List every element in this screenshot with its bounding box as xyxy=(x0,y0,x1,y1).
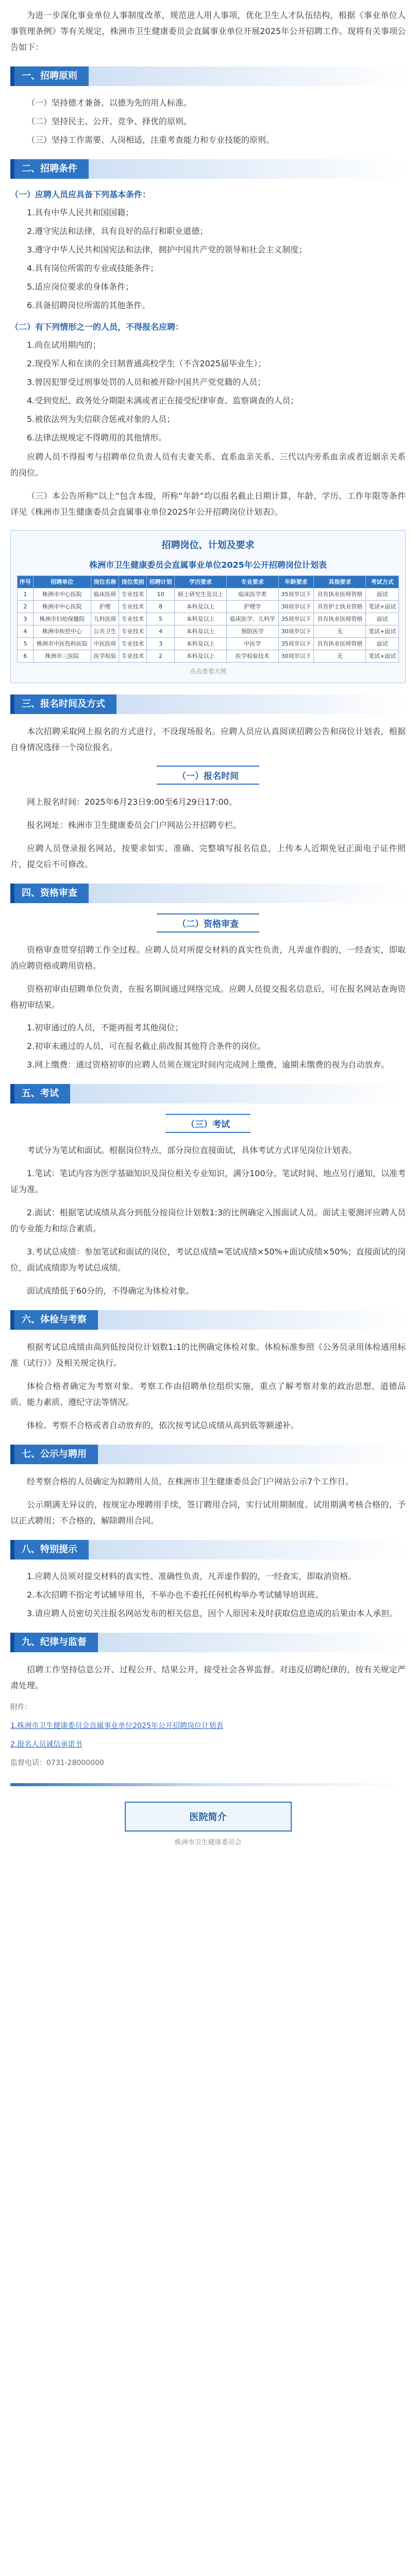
review-item: 2.初审未通过的人员，可在报名截止前改报其他符合条件的岗位。 xyxy=(27,1041,266,1051)
plan-table-cell: 临床医师 xyxy=(91,588,119,601)
plan-table-cell: 面试 xyxy=(366,613,399,625)
plan-table-body xyxy=(18,588,399,663)
plan-header-cell: 序号 xyxy=(18,576,34,588)
review-paragraph: 资格初审由招聘单位负责，在报名期间通过网络完成。应聘人员提交报名信息后，可在报名网站查询资格初审结果。 xyxy=(10,984,406,1010)
plan-table-cell: 4 xyxy=(18,625,34,638)
plan-table-cell: 儿科医师 xyxy=(91,613,119,625)
plan-table-cell: 具有执业医师资格 xyxy=(314,588,366,601)
exam-paragraph: 面试成绩低于60分的，不得确定为体检对象。 xyxy=(27,1286,194,1296)
attachment-link-1[interactable]: 1.株洲市卫生健康委员会直属事业单位2025年公开招聘岗位计划表 xyxy=(10,1722,223,1730)
exam-paragraph: 2.面试：根据笔试成绩从高分到低分按岗位计划数1:3的比例确定入围面试人员。面试主要测评应聘人员的专业能力和综合素质。 xyxy=(10,1208,406,1233)
plan-table-caption[interactable]: 点击查看大图 xyxy=(189,668,227,675)
review-paragraph: 资格审查贯穿招聘工作全过程。应聘人员对所提交材料的真实性负责，凡弄虚作假的，一经查实，即取消应聘资格或聘用资格。 xyxy=(10,945,406,971)
exclusion-item: 4.受到党纪、政务处分期限未满或者正在接受纪律审查、监察调查的人员； xyxy=(27,396,299,405)
principle-item-2: （二）坚持民主、公开、竞争、择优的原则。 xyxy=(27,116,192,126)
plan-table-cell: 30周岁以下 xyxy=(278,601,314,613)
review-subhead: （二）资格审查 xyxy=(10,913,406,933)
plan-table-cell: 株洲市疾控中心 xyxy=(33,625,91,638)
checkup-paragraph: 根据考试总成绩由高到低按岗位计划数1:1的比例确定体检对象。体检标准参照《公务员录用体检通用标准（试行）》及相关规定执行。 xyxy=(10,1342,406,1368)
registration-url: 报名网址：株洲市卫生健康委员会门户网站公开招聘专栏。 xyxy=(27,820,242,830)
plan-table-cell: 本科及以上 xyxy=(175,638,227,650)
plan-table-cell: 35周岁以下 xyxy=(278,613,314,625)
plan-table-cell: 专业技术 xyxy=(119,625,147,638)
plan-table-cell: 本科及以上 xyxy=(175,650,227,663)
conditions-subtitle-1: （一）应聘人员应具备下列基本条件： xyxy=(10,190,151,199)
condition-item: 1.具有中华人民共和国国籍； xyxy=(27,208,134,217)
plan-table-cell: 护理学 xyxy=(226,601,278,613)
plan-header-cell: 考试方式 xyxy=(366,576,399,588)
attachments-label: 附件： xyxy=(10,1703,32,1711)
hospital-intro-card[interactable]: 医院简介 xyxy=(125,1802,292,1832)
plan-table-cell: 专业技术 xyxy=(119,650,147,663)
hire-paragraph: 公示期满无异议的，按规定办理聘用手续，签订聘用合同，实行试用期制度。试用期满考核合格的，予以正式聘用；不合格的，解除聘用合同。 xyxy=(10,1500,406,1526)
plan-table-title: 株洲市卫生健康委员会直属事业单位2025年公开招聘岗位计划表 xyxy=(89,560,327,570)
registration-steps: 应聘人员登录报名网站，按要求如实、准确、完整填写报名信息，上传本人近期免冠正面电子证件照片，提交后不可修改。 xyxy=(10,843,406,869)
plan-header-cell: 岗位类别 xyxy=(119,576,147,588)
plan-table-cell: 面试 xyxy=(366,588,399,601)
plan-table-cell: 3 xyxy=(18,613,34,625)
attachment-link-2[interactable]: 2.报名人员诚信承诺书 xyxy=(10,1740,82,1749)
plan-table-cell: 具有执业医师资格 xyxy=(314,638,366,650)
condition-item: 5.适应岗位要求的身体条件； xyxy=(27,282,134,292)
plan-table-cell: 中医医师 xyxy=(91,638,119,650)
exam-subhead: （三）考试 xyxy=(10,1114,406,1133)
plan-table-cell: 株洲市中医伤科医院 xyxy=(33,638,91,650)
plan-table-cell: 专业技术 xyxy=(119,613,147,625)
exclusion-item: 3.曾因犯罪受过刑事处罚的人员和被开除中国共产党党籍的人员； xyxy=(27,377,266,387)
plan-table-cell: 护理 xyxy=(91,601,119,613)
condition-item: 6.具备招聘岗位所需的其他条件。 xyxy=(27,300,151,310)
notice-item: 2.本次招聘不指定考试辅导用书，不举办也不委托任何机构举办考试辅导培训班。 xyxy=(27,1590,324,1600)
section-title-9: 九、纪律与监督 xyxy=(14,1633,98,1652)
plan-table-cell: 株洲市中心医院 xyxy=(33,588,91,601)
exam-paragraph: 考试分为笔试和面试。根据岗位特点，部分岗位直接面试，具体考试方式详见岗位计划表。 xyxy=(27,1145,357,1155)
plan-table-cell: 专业技术 xyxy=(119,638,147,650)
plan-table-cell: 3 xyxy=(147,638,175,650)
section-title-6: 六、体检与考察 xyxy=(14,1310,98,1330)
plan-table-card xyxy=(10,530,406,683)
plan-table-row xyxy=(18,650,399,663)
plan-table-cell: 医学检验技术 xyxy=(226,650,278,663)
plan-table-cell: 1 xyxy=(18,588,34,601)
section-header-8 xyxy=(10,1540,406,1560)
registration-time: 网上报名时间：2025年6月23日9:00至6月29日17:00。 xyxy=(27,797,237,807)
footer-org: 株洲市卫生健康委员会 xyxy=(174,1839,242,1846)
plan-table-cell: 本科及以上 xyxy=(175,625,227,638)
plan-table-row xyxy=(18,588,399,601)
plan-table-cell: 面试 xyxy=(366,638,399,650)
conditions-subtitle-2: （二）有下列情形之一的人员，不得报名应聘： xyxy=(10,322,184,332)
plan-header-cell: 岗位名称 xyxy=(91,576,119,588)
principle-item-3: （三）坚持工作需要、人岗相适，注重考查能力和专业技能的原则。 xyxy=(27,135,275,145)
review-item: 1.初审通过的人员，不能再报考其他岗位； xyxy=(27,1023,184,1032)
section-header-7 xyxy=(10,1445,406,1464)
exam-paragraph: 3.考试总成绩：参加笔试和面试的岗位，考试总成绩=笔试成绩×50%+面试成绩×50%；直接面试的岗位，面试成绩即为考试总成绩。 xyxy=(10,1247,406,1273)
plan-table-cell: 笔试+面试 xyxy=(366,650,399,663)
section-title-1: 一、招聘原则 xyxy=(14,66,89,86)
notice-item: 3.请应聘人员密切关注报名网站发布的相关信息，因个人原因未及时获取信息造成的后果由本人承担。 xyxy=(27,1608,398,1618)
plan-table-header-row xyxy=(18,576,399,588)
plan-table-cell: 株洲市三医院 xyxy=(33,650,91,663)
plan-table-cell: 医学检验 xyxy=(91,650,119,663)
condition-item: 4.具有岗位所需的专业或技能条件； xyxy=(27,263,159,273)
section-header-3 xyxy=(10,694,406,714)
condition-item: 3.遵守中华人民共和国宪法和法律，拥护中国共产党的领导和社会主义制度； xyxy=(27,245,307,255)
checkup-paragraph: 体检合格者确定为考察对象。考察工作由招聘单位组织实施，重点了解考察对象的政治思想、道德品质、能力素质、遵纪守法等情况。 xyxy=(10,1381,406,1407)
plan-table-cell: 笔试+面试 xyxy=(366,625,399,638)
plan-table-row xyxy=(18,638,399,650)
plan-table-cell: 本科及以上 xyxy=(175,601,227,613)
plan-table-cell: 预防医学 xyxy=(226,625,278,638)
registration-paragraph: 本次招聘采取网上报名的方式进行，不设现场报名。应聘人员应认真阅读招聘公告和岗位计划表，根据自身情况选择一个岗位报名。 xyxy=(10,726,406,752)
plan-table-cell: 株洲市中心医院 xyxy=(33,601,91,613)
plan-table-cell: 5 xyxy=(147,613,175,625)
plan-table-cell: 5 xyxy=(18,638,34,650)
plan-table-cell: 专业技术 xyxy=(119,601,147,613)
decorative-divider xyxy=(10,1783,406,1786)
exclusion-item: 2.现役军人和在读的全日制普通高校学生（不含2025届毕业生）； xyxy=(27,359,266,368)
plan-header-cell: 专业要求 xyxy=(226,576,278,588)
notice-item: 1.应聘人员须对提交材料的真实性、准确性负责，凡弄虚作假的，一经查实，即取消资格。 xyxy=(27,1571,357,1581)
exclusion-item: 5.被依法列为失信联合惩戒对象的人员； xyxy=(27,414,175,424)
principle-item-1: （一）坚持德才兼备、以德为先的用人标准。 xyxy=(27,98,192,108)
plan-header-cell: 其他要求 xyxy=(314,576,366,588)
section-title-5: 五、考试 xyxy=(14,1084,70,1104)
plan-table-cell: 临床医学类 xyxy=(226,588,278,601)
plan-table-cell: 本科及以上 xyxy=(175,613,227,625)
exam-paragraph: 1.笔试：笔试内容为医学基础知识及岗位相关专业知识，满分100分。笔试时间、地点另行通知，以准考证为准。 xyxy=(10,1168,406,1194)
conditions-note-2: （三）本公告所称“以上”包含本级，所称“年龄”均以报名截止日期计算，年龄、学历、工作年限等条件详见《株洲市卫生健康委员会直属事业单位2025年公开招聘岗位计划表》。 xyxy=(10,491,406,517)
plan-table-cell: 4 xyxy=(147,625,175,638)
section-header-9 xyxy=(10,1633,406,1652)
plan-table-cell: 10 xyxy=(147,588,175,601)
plan-table-cell: 专业技术 xyxy=(119,588,147,601)
plan-table-cell: 30周岁以下 xyxy=(278,650,314,663)
plan-header-cell: 招聘计划 xyxy=(147,576,175,588)
condition-item: 2.遵守宪法和法律，具有良好的品行和职业道德； xyxy=(27,226,208,236)
review-item: 3.网上缴费：通过资格初审的应聘人员须在规定时间内完成网上缴费，逾期未缴费的视为自动放弃。 xyxy=(27,1060,390,1070)
section-header-2 xyxy=(10,159,406,179)
plan-table-row xyxy=(18,613,399,625)
exclusion-item: 1.尚在试用期内的； xyxy=(27,340,101,350)
plan-table-cell: 30周岁以下 xyxy=(278,625,314,638)
plan-table-cell: 6 xyxy=(18,650,34,663)
plan-header-cell: 年龄要求 xyxy=(278,576,314,588)
plan-card-title: 招聘岗位、计划及要求 xyxy=(161,540,255,551)
plan-table-cell: 8 xyxy=(147,601,175,613)
plan-table-cell: 无 xyxy=(314,625,366,638)
plan-table-cell: 硕士研究生及以上 xyxy=(175,588,227,601)
intro-paragraph: 为进一步深化事业单位人事制度改革，规范进人用人事项，优化卫生人才队伍结构，根据《事业单位人事管理条例》等有关规定，株洲市卫生健康委员会直属事业单位开展2025年公开招聘工作。现将有关事项公告如下： xyxy=(10,10,406,52)
plan-table-cell: 2 xyxy=(18,601,34,613)
section-header-6 xyxy=(10,1310,406,1330)
section-title-2: 二、招聘条件 xyxy=(14,159,89,179)
contact-line: 监督电话：0731-28000000 xyxy=(10,1759,104,1767)
plan-table-cell: 具有执业医师资格 xyxy=(314,613,366,625)
plan-table-cell: 中医学 xyxy=(226,638,278,650)
section-header-5 xyxy=(10,1084,406,1104)
plan-table-cell: 临床医学、儿科学 xyxy=(226,613,278,625)
plan-header-cell: 招聘单位 xyxy=(33,576,91,588)
plan-table-cell: 2 xyxy=(147,650,175,663)
conditions-note: 应聘人员不得报考与招聘单位负责人员有夫妻关系、直系血亲关系、三代以内旁系血亲或者近姻亲关系的岗位。 xyxy=(10,452,406,478)
plan-table-row xyxy=(18,625,399,638)
section-header-1 xyxy=(10,66,406,86)
section-title-3: 三、报名时间及方式 xyxy=(14,694,117,714)
plan-table-cell: 35周岁以下 xyxy=(278,638,314,650)
hire-paragraph: 经考察合格的人员确定为拟聘用人员，在株洲市卫生健康委员会门户网站公示7个工作日。 xyxy=(27,1477,354,1486)
plan-header-cell: 学历要求 xyxy=(175,576,227,588)
plan-table-cell: 无 xyxy=(314,650,366,663)
section-title-7: 七、公示与聘用 xyxy=(14,1445,98,1464)
plan-table xyxy=(17,575,399,663)
plan-table-cell: 株洲市妇幼保健院 xyxy=(33,613,91,625)
section-title-4: 四、资格审查 xyxy=(14,884,89,903)
discipline-paragraph: 招聘工作坚持信息公开、过程公开、结果公开，接受社会各界监督。对违反招聘纪律的，按有关规定严肃处理。 xyxy=(10,1665,406,1690)
section-title-8: 八、特别提示 xyxy=(14,1540,89,1560)
exclusion-item: 6.法律法规规定不得聘用的其他情形。 xyxy=(27,433,167,443)
section-header-4 xyxy=(10,884,406,903)
checkup-paragraph: 体检、考察不合格或者自动放弃的，依次按考试总成绩从高到低等额递补。 xyxy=(27,1420,299,1430)
plan-table-cell: 笔试+面试 xyxy=(366,601,399,613)
plan-table-row xyxy=(18,601,399,613)
registration-subhead: （一）报名时间 xyxy=(10,766,406,785)
plan-table-cell: 具有护士执业资格 xyxy=(314,601,366,613)
plan-table-cell: 公共卫生 xyxy=(91,625,119,638)
plan-table-cell: 35周岁以下 xyxy=(278,588,314,601)
